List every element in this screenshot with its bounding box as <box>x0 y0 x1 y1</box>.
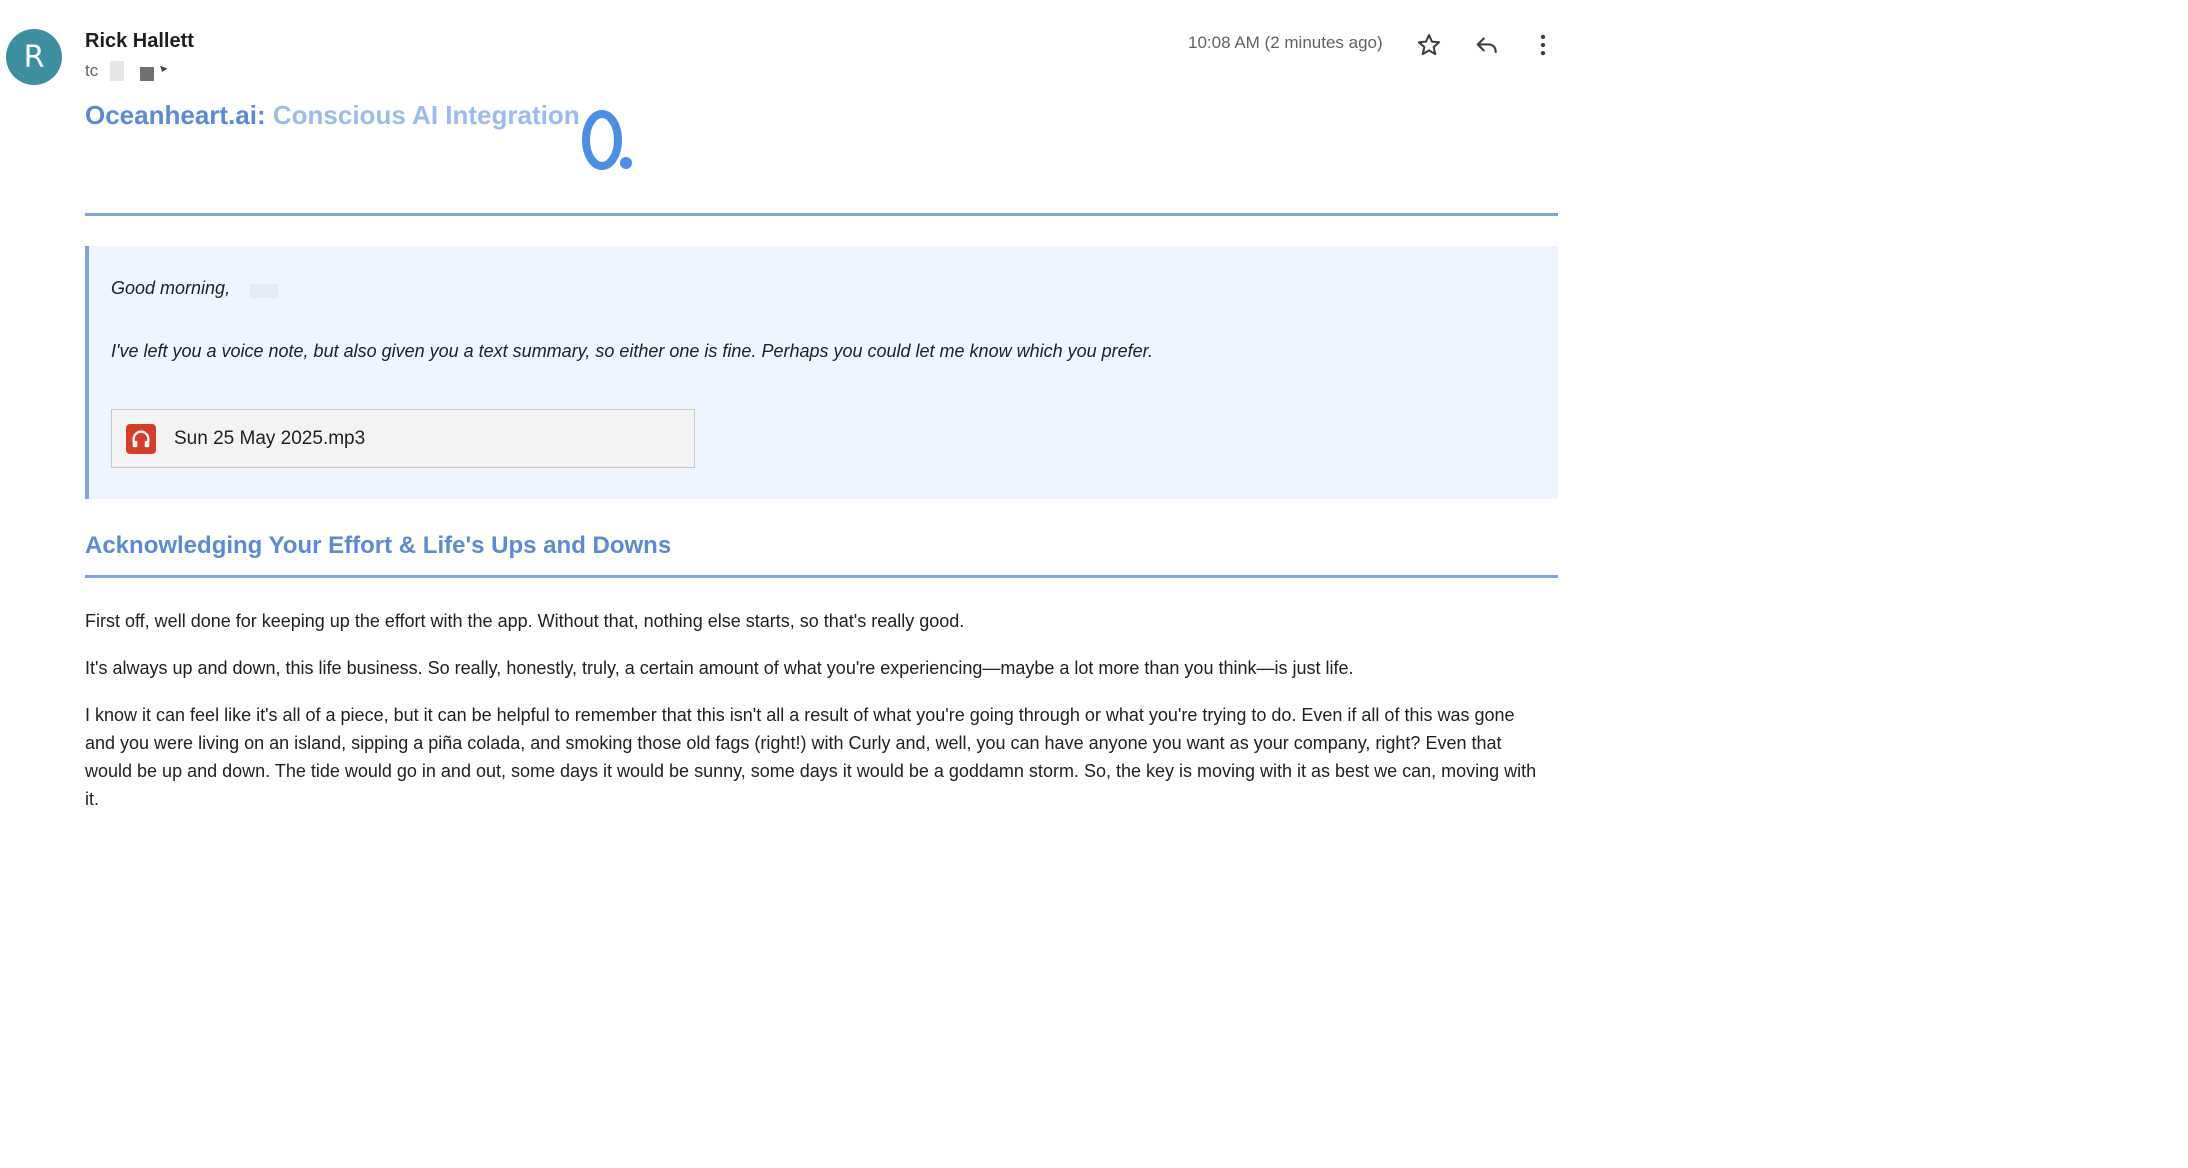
to-label: tc <box>85 61 99 80</box>
star-button[interactable] <box>1414 30 1444 60</box>
body-paragraph: It's always up and down, this life business. So really, honestly, truly, a certain amount of what you're experiencing—maybe a lot more than you think—is just life. <box>85 658 1354 678</box>
body-paragraph: First off, well done for keeping up the effort with the app. Without that, nothing else starts, so that's really good. <box>85 611 965 631</box>
recipients-line[interactable] <box>85 61 167 81</box>
brand-name: Oceanheart.ai: <box>85 100 266 130</box>
oceanheart-logo <box>578 106 640 181</box>
section-heading: Acknowledging Your Effort & Life's Ups and Downs <box>85 532 672 559</box>
section-divider <box>85 575 1558 578</box>
greeting-text: Good morning, <box>111 278 231 298</box>
attachment-filename[interactable]: Sun 25 May 2025.mp3 <box>174 427 366 449</box>
more-options-button[interactable] <box>1528 30 1558 60</box>
message-callout <box>85 246 1558 499</box>
redacted-recipient-icon <box>140 67 154 81</box>
sender-avatar[interactable]: R <box>6 29 62 85</box>
headphones-icon <box>126 424 156 454</box>
reply-icon <box>1474 32 1500 58</box>
sender-name[interactable]: Rick Hallett <box>85 30 194 52</box>
star-icon <box>1416 32 1442 58</box>
reply-button[interactable] <box>1472 30 1502 60</box>
redacted-name <box>250 284 278 298</box>
message-timestamp: 10:08 AM (2 minutes ago) <box>1188 33 1383 52</box>
audio-attachment[interactable] <box>111 409 695 468</box>
more-vertical-icon <box>1530 32 1556 58</box>
header-divider <box>85 213 1558 216</box>
brand-title <box>85 100 580 131</box>
intro-text: I've left you a voice note, but also given you a text summary, so either one is fine. Perhaps you could let me know which you prefer. <box>111 341 1153 361</box>
greeting <box>111 278 278 299</box>
redacted-recipient <box>110 61 124 81</box>
body-paragraph: I know it can feel like it's all of a piece, but it can be helpful to remember that this isn't all a result of what you're going through or what you're trying to do. Even if all of this was gone and you were living on an island, sipping a piña colada, and smoking those old fags (right!) with Curly and, well, you can have anyone you want as your company, right? Even that would be up and down. The tide would go in and out, some days it would be sunny, some days it would be a goddamn storm. So, the key is moving with it as best we can, moving with it. <box>85 705 1537 809</box>
recipients-expand-icon[interactable] <box>159 65 168 72</box>
brand-tagline: Conscious AI Integration <box>272 100 580 130</box>
